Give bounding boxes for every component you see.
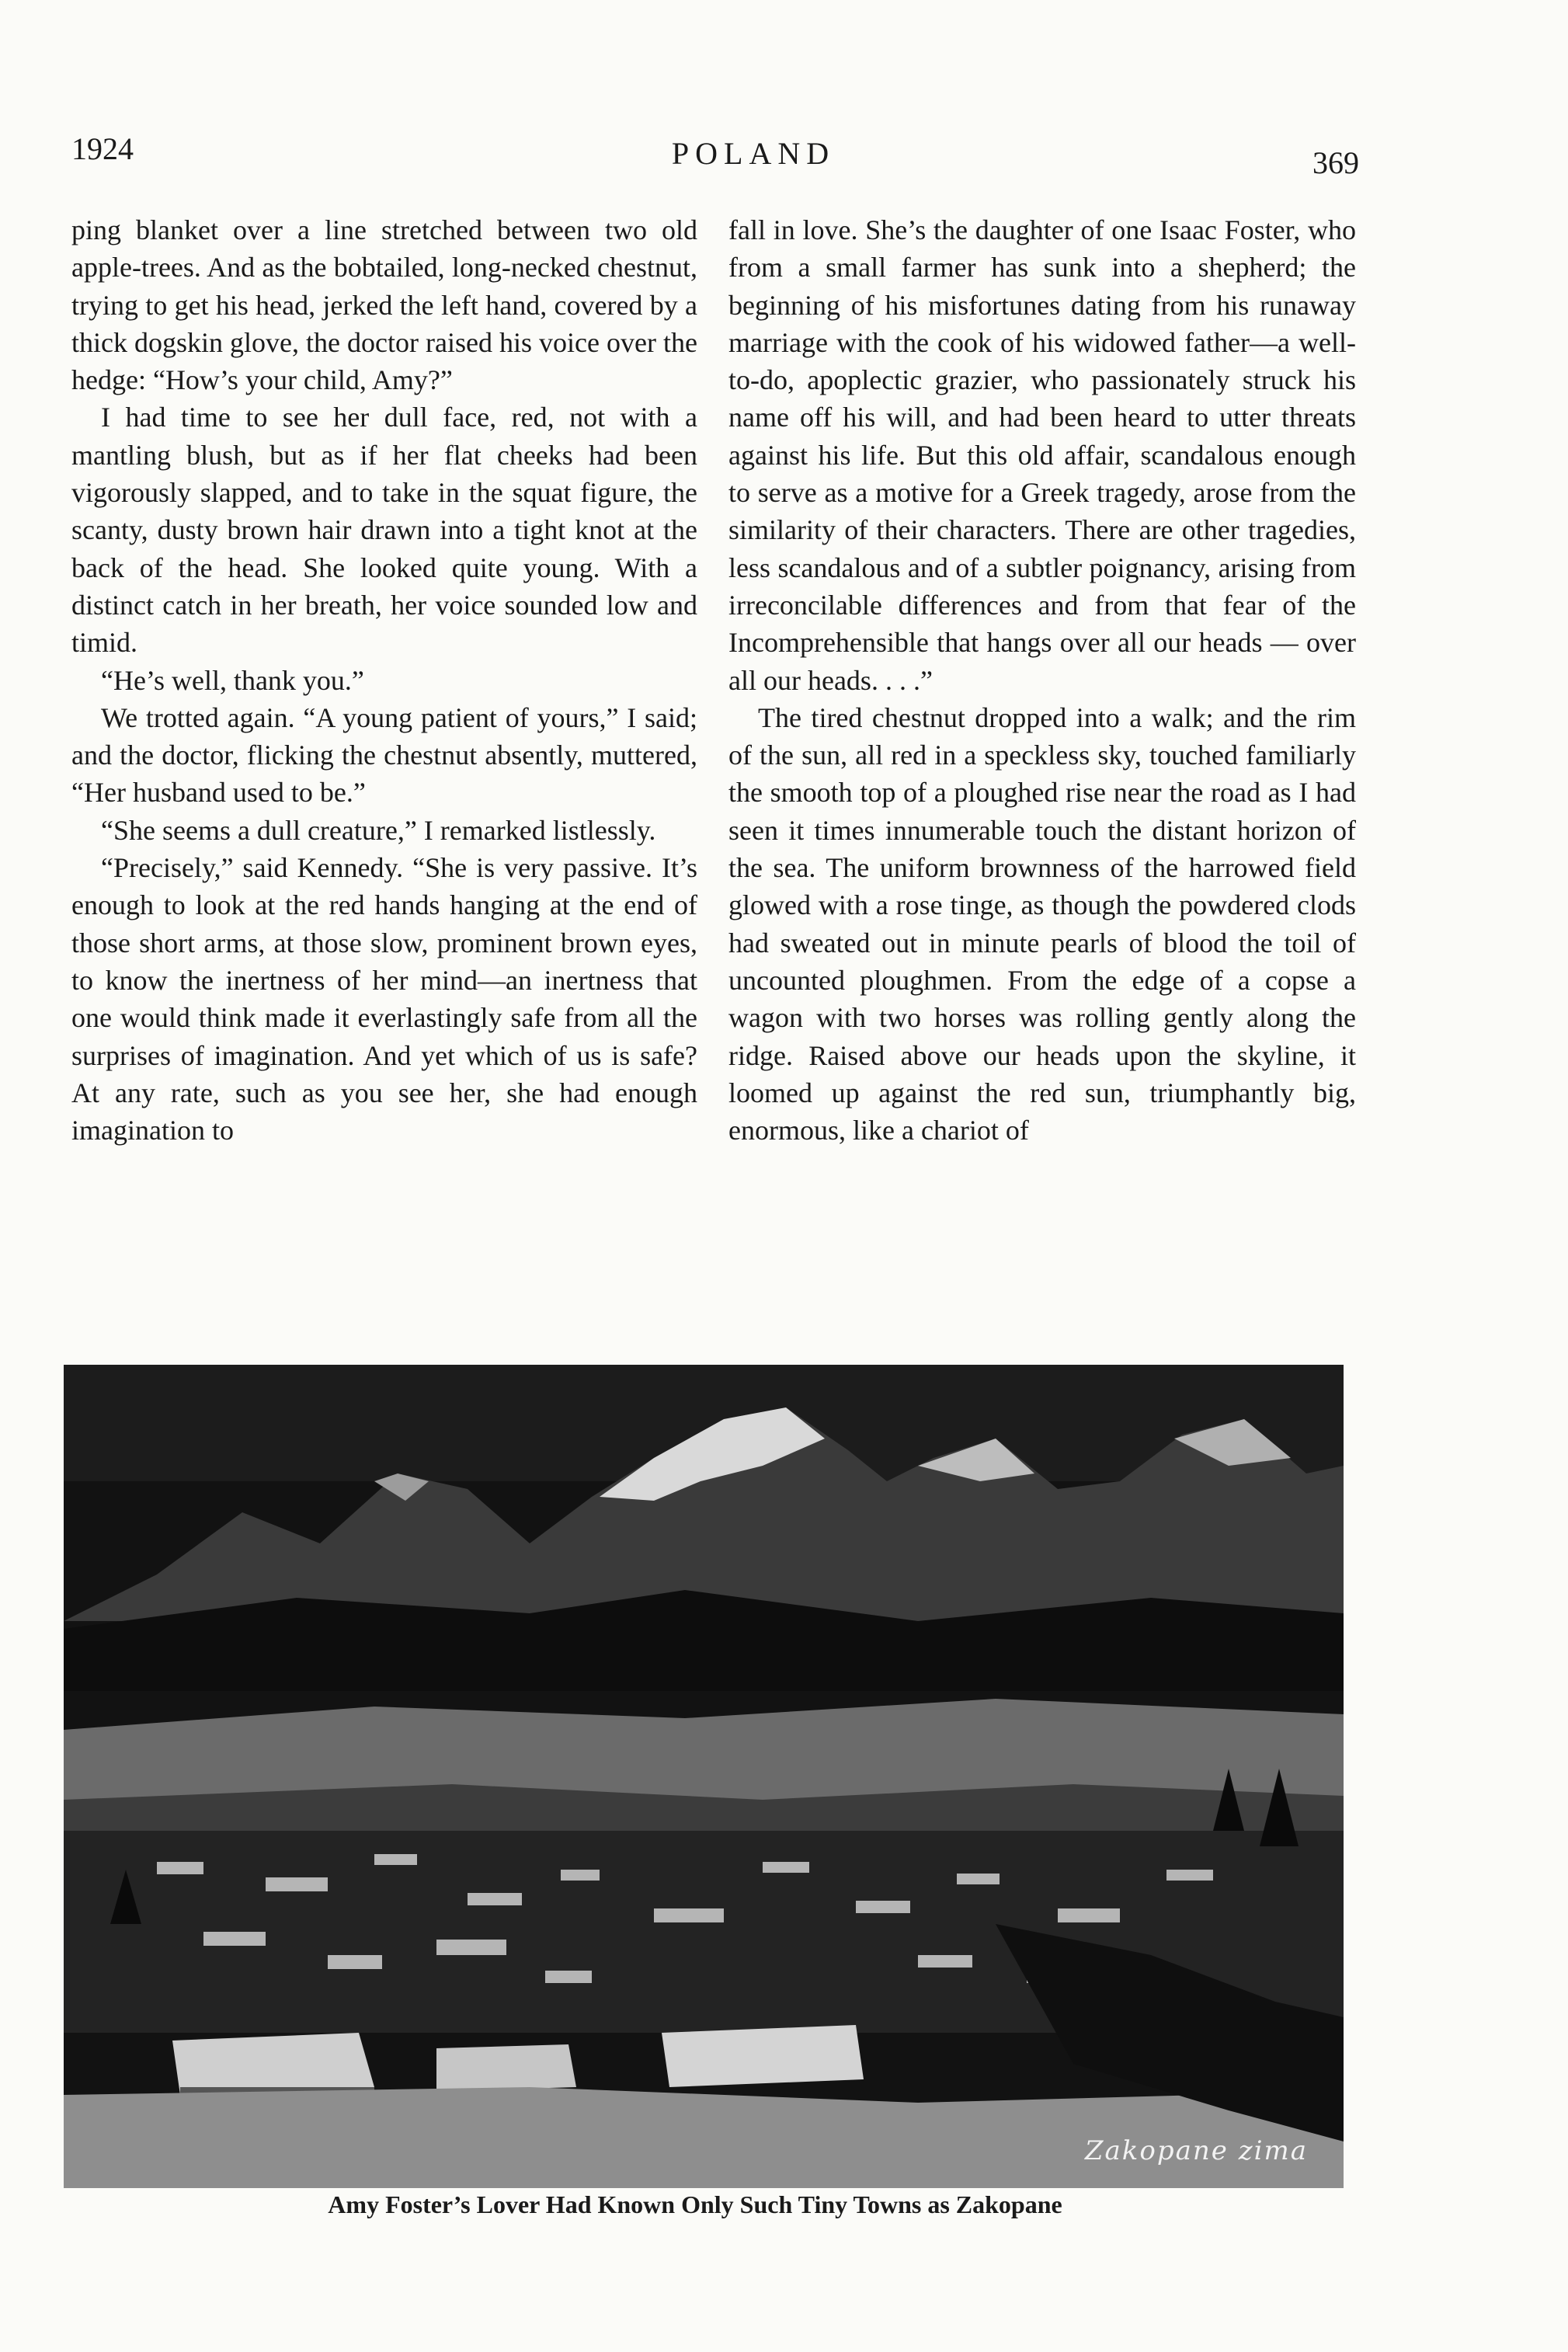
paragraph: ping blanket over a line stretched between two old apple-trees. And as the bobtailed, long-necked chestnut, trying to get his head, jerked the left hand, covered by a thick dogskin glove, the doctor raised his voice over the hedge: “How’s your child, Amy?”	[71, 214, 697, 396]
left-column	[71, 211, 697, 1149]
paragraph: “He’s well, thank you.”	[101, 664, 364, 696]
paragraph: fall in love. She’s the daughter of one Isaac Foster, who from a small farmer has sunk into a shepherd; the beginning of his misfortunes dating from his runaway marriage with the cook of his widowed father—a well-to-do, apoplectic grazier, who passionately struck his name off his will, and had been heard to utter threats against his life. But this old affair, scandalous enough to serve as a motive for a Greek tragedy, arose from the similarity of their characters. There are other tragedies, less scandalous and of a subtler poignancy, arising from irreconcilable differences and from that fear of the Incomprehensible that hangs over all our heads — over all our heads. . . .”	[728, 214, 1356, 696]
header-year: 1924	[71, 131, 134, 166]
running-header	[0, 130, 1568, 180]
paragraph: The tired chestnut dropped into a walk; and the rim of the sun, all red in a speckless sky, touched familiarly the smooth top of a ploughed rise near the road as I had seen it times innumerable touch the distant horizon of the sea. The uniform brownness of the harrowed field glowed with a rose tinge, as though the powdered clods had sweated out in minute pearls of blood the toil of uncounted ploughmen. From the edge of a copse a wagon with two horses was rolling gently along the ridge. Raised above our heads upon the skyline, it loomed up against the red sun, triumphantly big, enormous, like a chariot of	[728, 701, 1356, 1146]
header-title: POLAND	[671, 136, 836, 171]
photo-inscription: Zakopane zima	[1084, 2135, 1308, 2166]
zakopane-winter-photo	[64, 1365, 1344, 2188]
photo-landscape	[64, 1365, 1344, 2188]
page-number: 369	[1312, 145, 1359, 180]
paragraph: I had time to see her dull face, red, not with a mantling blush, but as if her flat cheeks had been vigorously slapped, and to take in the squat figure, the scanty, dusty brown hair drawn into a tight knot at the back of the head. She looked quite young. With a distinct catch in her breath, her voice sounded low and timid.	[71, 402, 697, 659]
right-column	[728, 211, 1356, 1149]
paragraph: “She seems a dull creature,” I remarked listlessly.	[101, 814, 656, 846]
paragraph: “Precisely,” said Kennedy. “She is very passive. It’s enough to look at the red hands hanging at the end of those short arms, at those slow, prominent brown eyes, to know the inertness of her mind—an inertness that one would think made it everlastingly safe from all the surprises of imagination. And yet which of us is safe? At any rate, such as you see her, she had enough imagination to	[71, 852, 697, 1146]
paragraph: We trotted again. “A young patient of yours,” I said; and the doctor, flicking the chestnut absently, muttered, “Her husband used to be.”	[71, 701, 697, 809]
photo-caption: Amy Foster’s Lover Had Known Only Such Tiny Towns as Zakopane	[328, 2190, 1062, 2218]
